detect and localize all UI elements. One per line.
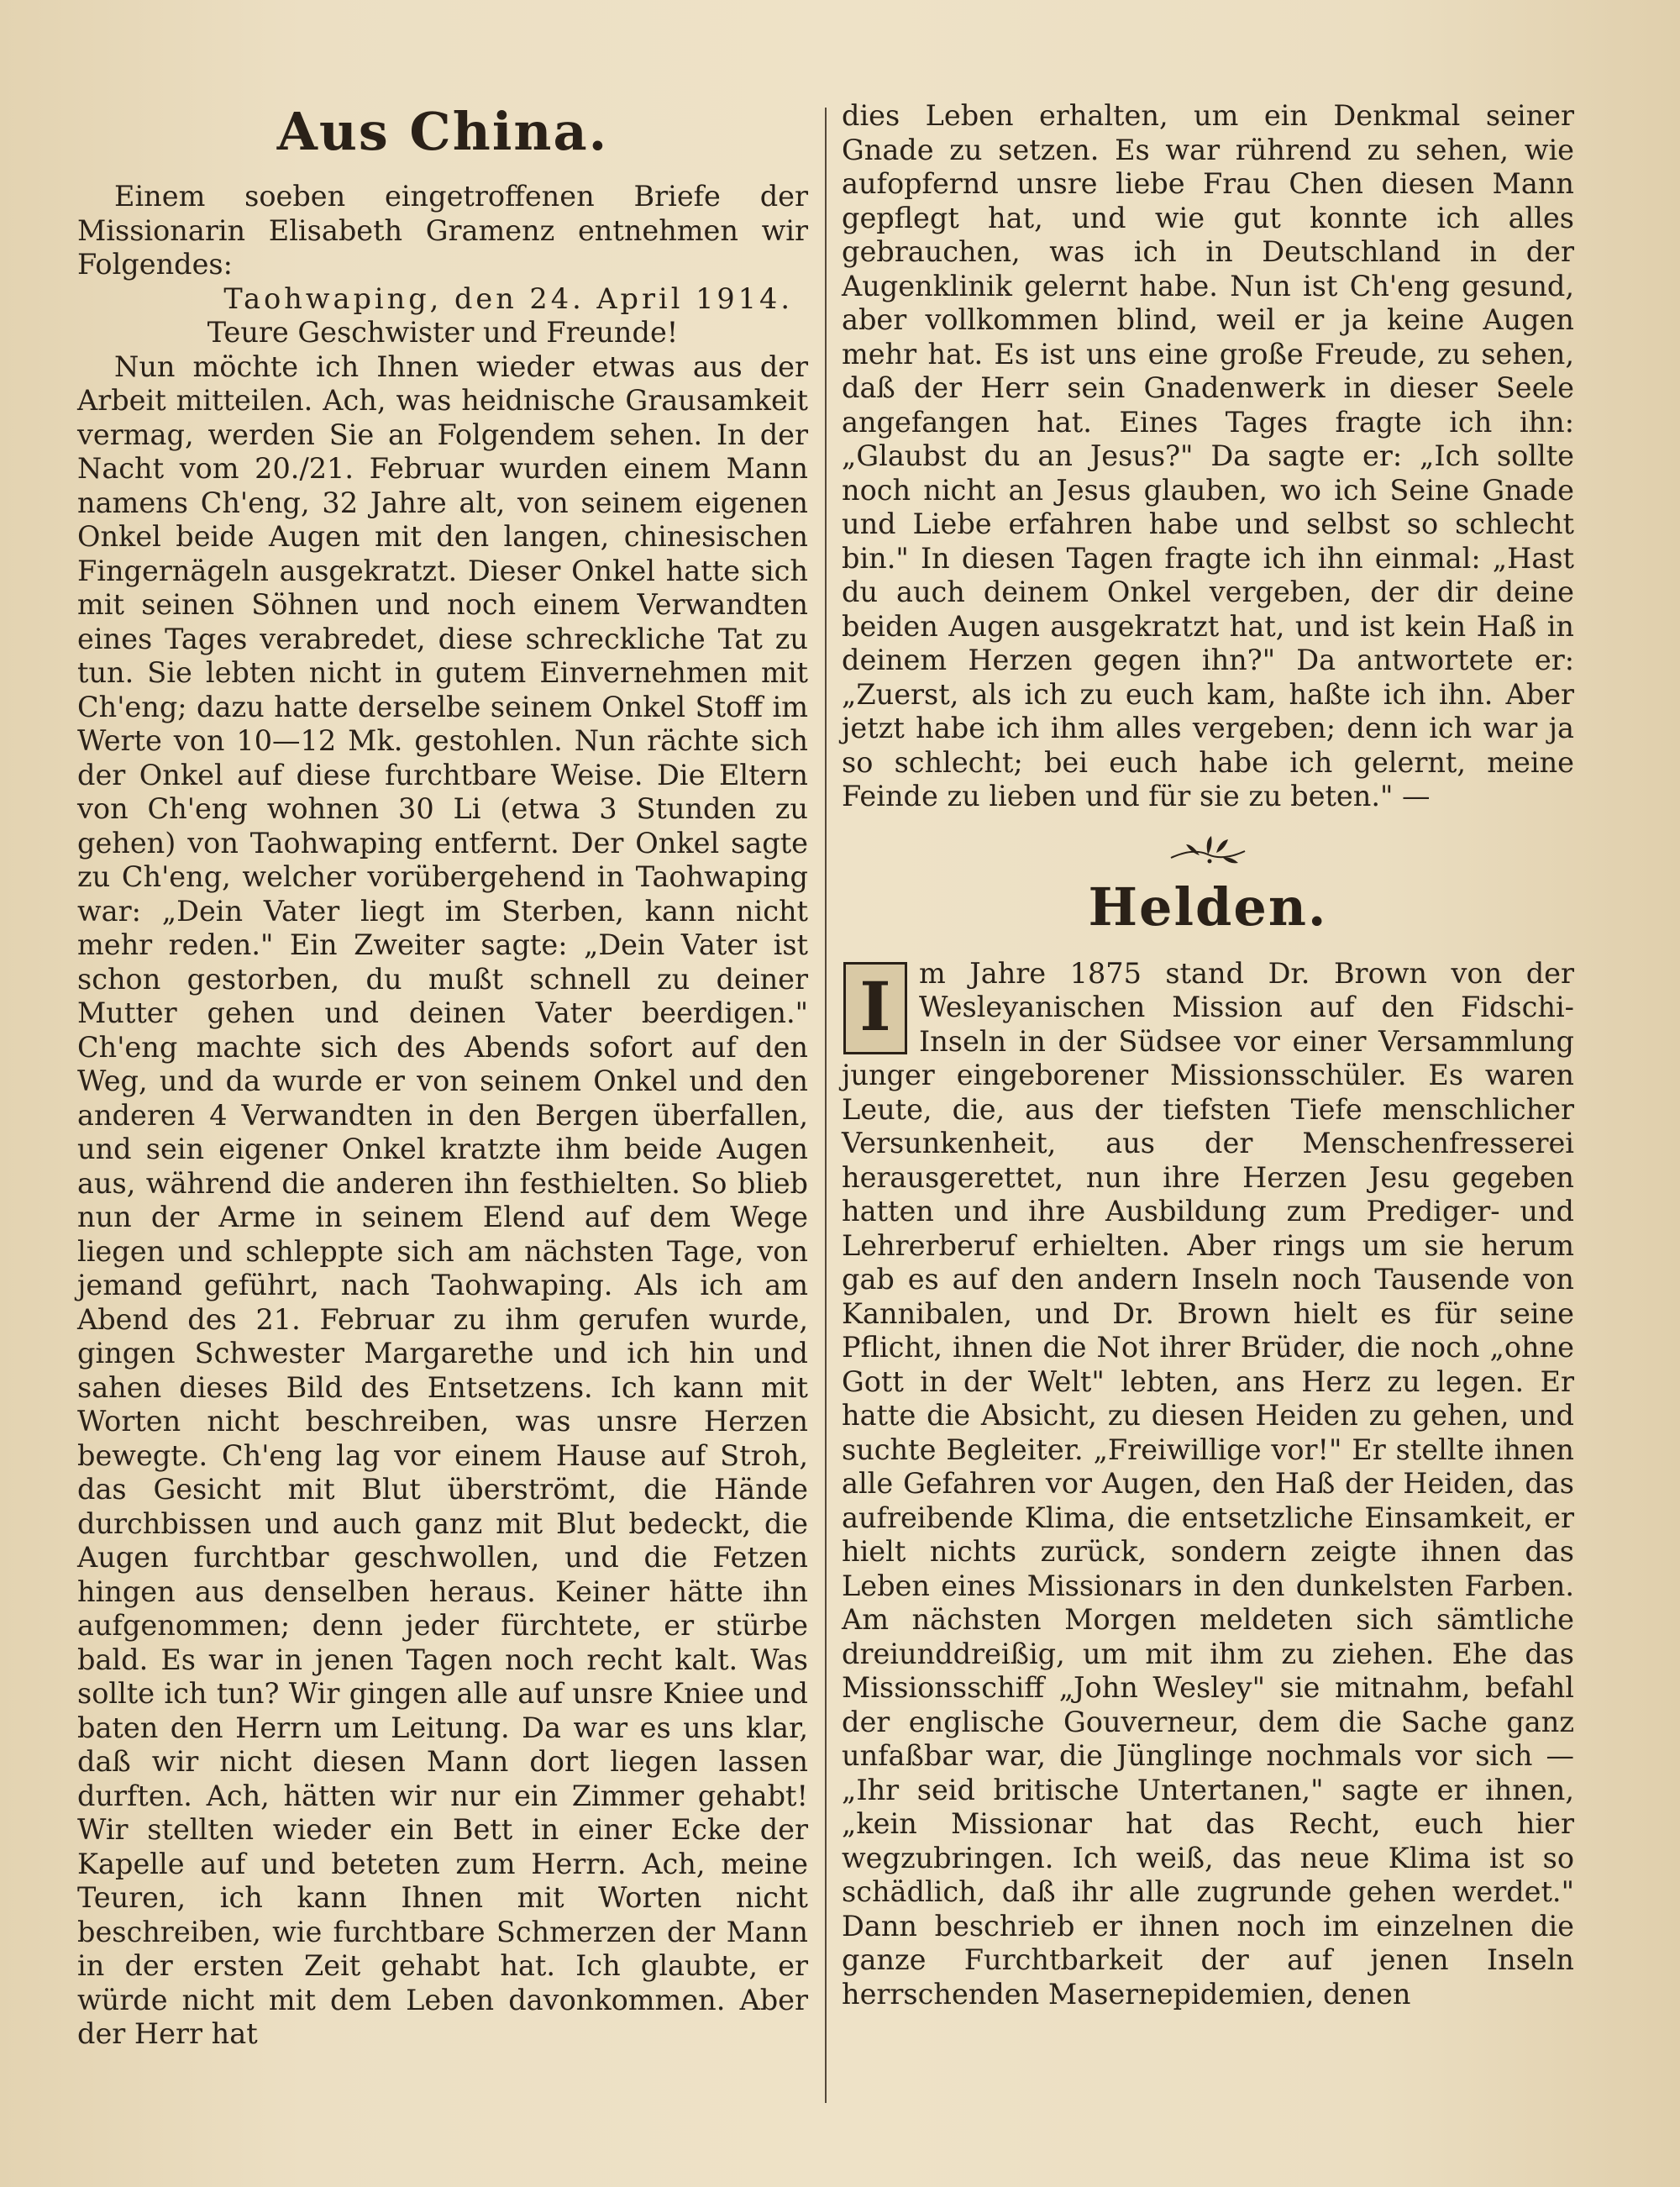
dateline: Taohwaping, den 24. April 1914. [223, 281, 793, 315]
column-divider [825, 108, 827, 2103]
letter-body: Nun möchte ich Ihnen wieder etwas aus der Arbeit mitteilen. Ach, was heidnische Grausamkeit vermag, werden Sie an Folgendem sehen. In der Nacht vom 20./21. Februar wurden einem Mann namens Ch'eng, 32 Jahre alt, von seinem eigenen Onkel beide Augen mit den langen, chinesischen Fingernägeln ausgekratzt. Dieser Onkel hatte sich mit seinen Söhnen und noch einem Verwandten eines Tages verabredet, diese schreckliche Tat zu tun. Sie lebten nicht in gutem Einvernehmen mit Ch'eng; dazu hatte derselbe seinem Onkel Stoff im Werte von 10—12 Mk. gestohlen. Nun rächte sich der Onkel auf diese furchtbare Weise. Die Eltern von Ch'eng wohnen 30 Li (etwa 3 Stunden zu gehen) von Taohwaping entfernt. Der Onkel sagte zu Ch'eng, welcher vorübergehend in Taohwaping war: „Dein Vater liegt im Sterben, kann nicht mehr reden." Ein Zweiter sagte: „Dein Vater ist schon gestorben, du mußt schnell zu deiner Mutter gehen und deinen Vater beerdigen." Ch'eng machte sich des Abends sofort auf den Weg, und da wurde er von seinem Onkel und den anderen 4 Verwandten in den Bergen überfallen, und sein eigener Onkel kratzte ihm beide Augen aus, während die anderen ihn festhielten. So blieb nun der Arme in seinem Elend auf dem Wege liegen und schleppte sich am nächsten Tage, von jemand geführt, nach Taohwaping. Als ich am Abend des 21. Februar zu ihm gerufen wurde, gingen Schwester Margarethe und ich hin und sahen dieses Bild des Entsetzens. Ich kann mit Worten nicht beschreiben, was unsre Herzen bewegte. Ch'eng lag vor einem Hause auf Stroh, das Gesicht mit Blut überströmt, die Hände durchbissen und auch ganz mit Blut bedeckt, die Augen furchtbar geschwollen, und die Fetzen hingen aus denselben heraus. Keiner hätte ihn aufgenommen; denn jeder fürchtete, er stürbe bald. Es war in jenen Tagen noch recht kalt. Was sollte ich tun? Wir gingen alle auf unsre Kniee und baten den Herrn um Leitung. Da war es uns klar, daß wir nicht diesen Mann dort liegen lassen durften. Ach, hätten wir nur ein Zimmer gehabt! Wir stellten wieder ein Bett in einer Ecke der Kapelle auf und beteten zum Herrn. Ach, meine Teuren, ich kann Ihnen mit Worten nicht beschreiben, wie furchtbare Schmerzen der Mann in der ersten Zeit gehabt hat. Ich glaubte, er würde nicht mit dem Leben davonkommen. Aber der Herr hat [77, 350, 808, 2050]
article-title-china: Aus China. [276, 101, 609, 162]
salutation: Teure Geschwister und Freunde! [207, 316, 679, 349]
letter-continuation: dies Leben erhalten, um ein Denkmal seiner Gnade zu setzen. Es war rührend zu sehen, wie aufopfernd unsre liebe Frau Chen diesen Mann gepflegt hat, und wie gut konnte ich alles gebrauchen, was ich in Deutschland in der Augenklinik gelernt habe. Nun ist Ch'eng gesund, aber vollkommen blind, weil er ja keine Augen mehr hat. Es ist uns eine große Freude, zu sehen, daß der Herr sein Gnadenwerk in dieser Seele angefangen hat. Eines Tages fragte ich ihn: „Glaubst du an Jesus?" Da sagte er: „Ich sollte noch nicht an Jesus glauben, wo ich Seine Gnade und Liebe erfahren habe und selbst so schlecht bin." In diesen Tagen fragte ich ihn einmal: „Hast du auch deinem Onkel vergeben, der dir deine beiden Augen ausgekratzt hat, und ist kein Haß in deinem Herzen gegen ihn?" Da antwortete er: „Zuerst, als ich zu euch kam, haßte ich ihn. Aber jetzt habe ich ihm alles vergeben; denn ich war ja so schlecht; bei euch habe ich gelernt, meine Feinde zu lieben und für sie zu beten." — [842, 99, 1574, 812]
right-column [842, 99, 1574, 2011]
intro-paragraph: Einem soeben eingetroffenen Briefe der Missionarin Elisabeth Gramenz entnehmen wir Folgendes: [77, 180, 808, 281]
article-title-heroes: Helden. [1088, 875, 1328, 938]
floral-ornament-icon [1168, 833, 1248, 870]
heroes-body: m Jahre 1875 stand Dr. Brown von der Wesleyanischen Mission auf den Fidschi-Inseln in der Südsee vor einer Versammlung junger eingeborener Missionsschüler. Es waren Leute, die, aus der tiefsten Tiefe menschlicher Versunkenheit, aus der Menschenfresserei herausgerettet, nun ihre Herzen Jesu gegeben hatten und ihre Ausbildung zum Prediger- und Lehrerberuf erhielten. Aber rings um sie herum gab es auf den andern Inseln noch Tausende von Kannibalen, und Dr. Brown hielt es für seine Pflicht, ihnen die Not ihrer Brüder, die noch „ohne Gott in der Welt" lebten, ans Herz zu legen. Er hatte die Absicht, zu diesen Heiden zu gehen, und suchte Begleiter. „Freiwillige vor!" Er stellte ihnen alle Gefahren vor Augen, den Haß der Heiden, das aufreibende Klima, die entsetzliche Einsamkeit, er hielt nichts zurück, sondern zeigte ihnen das Leben eines Missionars in den dunkelsten Farben. Am nächsten Morgen meldeten sich sämtliche dreiunddreißig, um mit ihm zu ziehen. Ehe das Missionsschiff „John Wesley" sie mitnahm, befahl der englische Gouverneur, dem die Sache ganz unfaßbar war, die Jünglinge nochmals vor sich — „Ihr seid britische Untertanen," sagte er ihnen, „kein Missionar hat das Recht, euch hier wegzubringen. Ich weiß, das neue Klima ist so schädlich, daß ihr alle zugrunde gehen werdet." Dann beschrieb er ihnen noch im einzelnen die ganze Furchtbarkeit der auf jenen Inseln herrschenden Masernepidemien, denen [842, 956, 1574, 2011]
drop-cap: I [843, 962, 907, 1054]
heroes-article [842, 957, 1574, 2012]
left-column [77, 103, 808, 2052]
